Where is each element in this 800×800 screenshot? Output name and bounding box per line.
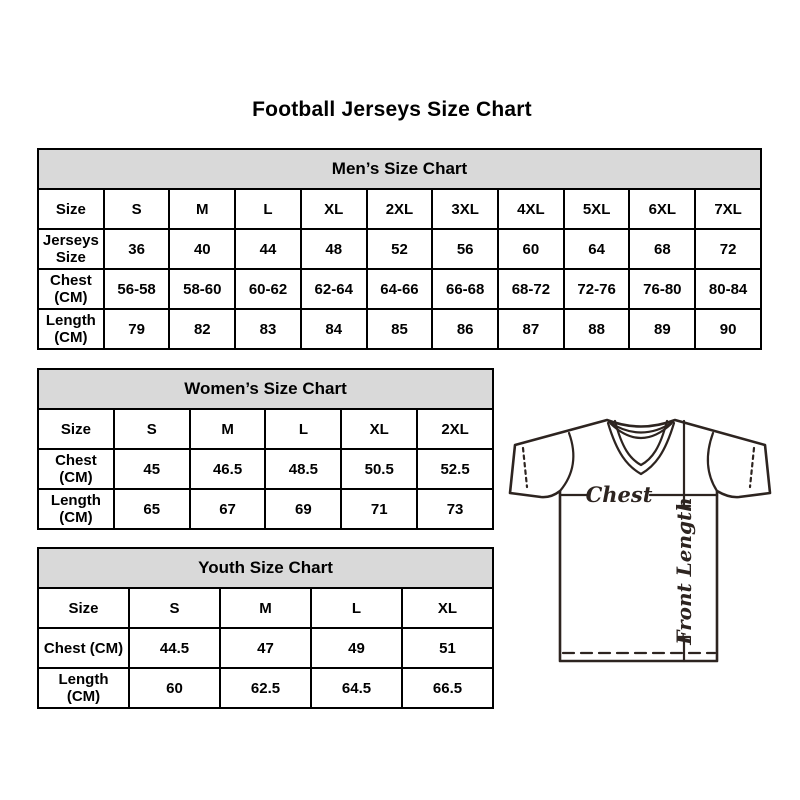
value-cell: 52 — [367, 229, 433, 269]
value-cell: 64.5 — [311, 668, 402, 708]
chest-label: Chest — [585, 482, 653, 507]
row-label-cell: Chest (CM) — [38, 449, 114, 489]
row-label-cell: Length (CM) — [38, 668, 129, 708]
value-cell: 44 — [235, 229, 301, 269]
value-cell: 65 — [114, 489, 190, 529]
value-cell: 80-84 — [695, 269, 761, 309]
value-cell: 83 — [235, 309, 301, 349]
row-label-cell: Size — [38, 588, 129, 628]
front-length-label: Front Length — [672, 497, 696, 645]
value-cell: 51 — [402, 628, 493, 668]
value-cell: 44.5 — [129, 628, 220, 668]
value-cell: 60-62 — [235, 269, 301, 309]
jersey-measurement-diagram — [503, 408, 777, 670]
table-row — [38, 409, 493, 449]
value-cell: 52.5 — [417, 449, 493, 489]
value-cell: 47 — [220, 628, 311, 668]
value-cell: 62.5 — [220, 668, 311, 708]
value-cell: 72-76 — [564, 269, 630, 309]
table-row — [38, 489, 493, 529]
youth-size-table — [37, 547, 494, 709]
value-cell: 50.5 — [341, 449, 417, 489]
value-cell: 36 — [104, 229, 170, 269]
value-cell: 90 — [695, 309, 761, 349]
value-cell: 82 — [169, 309, 235, 349]
table-row — [38, 269, 761, 309]
value-cell: 69 — [265, 489, 341, 529]
table-row — [38, 449, 493, 489]
value-cell: 73 — [417, 489, 493, 529]
value-cell: XL — [402, 588, 493, 628]
value-cell: 72 — [695, 229, 761, 269]
value-cell: M — [190, 409, 266, 449]
value-cell: XL — [341, 409, 417, 449]
value-cell: 66-68 — [432, 269, 498, 309]
value-cell: 62-64 — [301, 269, 367, 309]
value-cell: 84 — [301, 309, 367, 349]
value-cell: S — [129, 588, 220, 628]
value-cell: 64-66 — [367, 269, 433, 309]
table-row — [38, 628, 493, 668]
value-cell: 45 — [114, 449, 190, 489]
value-cell: 48 — [301, 229, 367, 269]
table-title: Youth Size Chart — [38, 548, 493, 588]
value-cell: 87 — [498, 309, 564, 349]
value-cell: 2XL — [367, 189, 433, 229]
value-cell: 5XL — [564, 189, 630, 229]
row-label-cell: Chest (CM) — [38, 269, 104, 309]
value-cell: 68-72 — [498, 269, 564, 309]
row-label-cell: Length (CM) — [38, 489, 114, 529]
row-label-cell: Jerseys Size — [38, 229, 104, 269]
value-cell: 89 — [629, 309, 695, 349]
table-row — [38, 189, 761, 229]
value-cell: 3XL — [432, 189, 498, 229]
value-cell: 85 — [367, 309, 433, 349]
table-title: Women’s Size Chart — [38, 369, 493, 409]
value-cell: 88 — [564, 309, 630, 349]
value-cell: 40 — [169, 229, 235, 269]
value-cell: 71 — [341, 489, 417, 529]
value-cell: L — [311, 588, 402, 628]
value-cell: 86 — [432, 309, 498, 349]
table-title: Men’s Size Chart — [38, 149, 761, 189]
value-cell: 56-58 — [104, 269, 170, 309]
row-label-cell: Chest (CM) — [38, 628, 129, 668]
table-title-row — [38, 149, 761, 189]
value-cell: XL — [301, 189, 367, 229]
value-cell: M — [220, 588, 311, 628]
value-cell: 60 — [498, 229, 564, 269]
value-cell: 66.5 — [402, 668, 493, 708]
value-cell: 48.5 — [265, 449, 341, 489]
value-cell: 64 — [564, 229, 630, 269]
value-cell: M — [169, 189, 235, 229]
table-title-row — [38, 548, 493, 588]
value-cell: 4XL — [498, 189, 564, 229]
value-cell: S — [114, 409, 190, 449]
value-cell: 68 — [629, 229, 695, 269]
value-cell: 46.5 — [190, 449, 266, 489]
value-cell: L — [235, 189, 301, 229]
value-cell: 76-80 — [629, 269, 695, 309]
page-title: Football Jerseys Size Chart — [252, 98, 532, 121]
value-cell: 2XL — [417, 409, 493, 449]
value-cell: L — [265, 409, 341, 449]
row-label-cell: Size — [38, 189, 104, 229]
value-cell: 58-60 — [169, 269, 235, 309]
mens-size-table — [37, 148, 762, 350]
table-title-row — [38, 369, 493, 409]
table-row — [38, 229, 761, 269]
row-label-cell: Size — [38, 409, 114, 449]
value-cell: 6XL — [629, 189, 695, 229]
value-cell: 79 — [104, 309, 170, 349]
womens-size-table — [37, 368, 494, 530]
table-row — [38, 668, 493, 708]
row-label-cell: Length (CM) — [38, 309, 104, 349]
table-row — [38, 309, 761, 349]
jersey-outline — [510, 420, 770, 661]
value-cell: S — [104, 189, 170, 229]
value-cell: 56 — [432, 229, 498, 269]
value-cell: 67 — [190, 489, 266, 529]
value-cell: 60 — [129, 668, 220, 708]
table-row — [38, 588, 493, 628]
value-cell: 7XL — [695, 189, 761, 229]
value-cell: 49 — [311, 628, 402, 668]
